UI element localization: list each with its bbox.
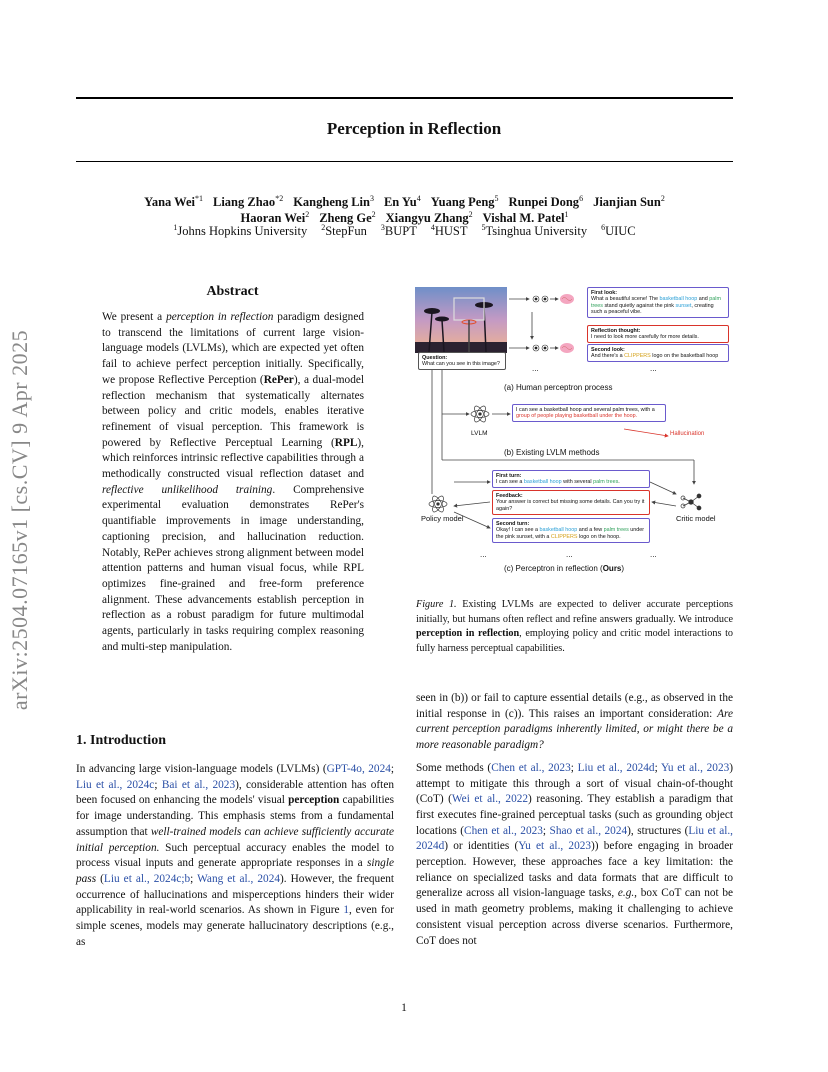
affiliation: $^4$HUST — [430, 223, 468, 239]
second-look-box: Second look: And there's a CLIPPERS logo on the basketball hoop — [587, 344, 729, 362]
policy-model-label: Policy model — [421, 514, 464, 523]
section-heading-introduction: 1. Introduction — [76, 733, 166, 748]
author-name: Vishal M. Patel$^1$ — [482, 210, 569, 226]
brain-icon — [560, 294, 574, 304]
caption-c: (c) Perceptron in reflection (Ours) — [504, 564, 625, 573]
first-look-box: First look: What a beautiful scene! The basketball hoop and palm trees stand quietly against the pink sunset, creating such a peaceful vibe. — [587, 287, 729, 318]
second-turn-box: Second turn: Okay! I can see a basketball hoop and a few palm trees under the pink sunset, with a CLIPPERS logo on the hoop. — [492, 518, 650, 543]
atom-icon — [471, 404, 489, 423]
affiliations — [76, 223, 733, 239]
affiliation: $^2$StepFun — [321, 223, 367, 239]
author-name: Runpei Dong$^6$ — [508, 194, 584, 210]
dots-a2: ... — [650, 364, 657, 373]
lvlm-output-box: I can see a basketball hoop and several palm trees, with a group of people playing basketball under the hoop. — [512, 404, 666, 422]
author-name: En Yu$^4$ — [383, 194, 421, 210]
critic-model-label: Critic model — [676, 514, 716, 523]
affiliation: $^6$UIUC — [601, 223, 636, 239]
figure-1-caption: Figure 1. Existing LVLMs are expected to deliver accurate perceptions initially, but humans often reflect and refine answers gradually. We introduce perception in reflection, employing policy and critic model interactions to fully harness perceptual capabilities. — [416, 599, 733, 654]
author-name: Xiangyu Zhang$^2$ — [385, 210, 473, 226]
author-name: Kangheng Lin$^3$ — [293, 194, 374, 210]
hallucination-label: Hallucination — [670, 431, 705, 437]
figure-1 — [414, 284, 734, 584]
paper-title: Perception in Reflection — [326, 119, 502, 138]
dots-a: ... — [532, 364, 539, 373]
dots-c3: ... — [650, 550, 657, 559]
first-turn-box: First turn: I can see a basketball hoop with several palm trees. — [492, 470, 650, 488]
caption-a: (a) Human perceptron process — [504, 383, 613, 392]
affiliation: $^1$Johns Hopkins University — [173, 223, 308, 239]
title-top-rule — [76, 97, 733, 99]
eyes-icon — [533, 296, 548, 302]
abstract-heading: Abstract — [206, 284, 259, 299]
author-name: Liang Zhao$^{*2}$ — [213, 194, 284, 210]
question-box: Question: What can you see in this image? — [418, 352, 506, 370]
affiliation: $^3$BUPT — [380, 223, 417, 239]
caption-b: (b) Existing LVLM methods — [504, 448, 600, 457]
introduction-text-right: seen in (b)) or fail to capture essential details (e.g., as observed in the initial response in (c)). This raises an important consideration: Are current perception paradigms inherently limited, or might there be a more reasonable paradigm? Some methods (Chen et al., 2023; Liu et al., 2024d; Yu et al., 2023) attempt to mitigate this through a sort of visual chain-of-thought (CoT) (Wei et al., 2022) reasoning. They establish a paradigm that first executes fine-grained perceptual tasks (such as grounding object locations (Chen et al., 2023; Shao et al., 2024), structures (Liu et al., 2024d) or identities (Yu et al., 2023)) before engaging in broader perception. However, these approaches face a key limitation: the reliance on specialized tasks and data formats that are difficult to generalize across all vision-language tasks, e.g., box CoT can not be used in math geometry problems, making it challenging to achieve consistent visual perception across diverse scenarios. Furthermore, CoT does not — [416, 692, 734, 947]
abstract-text: We present a perception in reflection paradigm designed to transcend the limitations of current large vision-language models (LVLMs), which are expected yet often fail to achieve perfect perception initially. Specifically, we propose Reflective Perception (RePer), a dual-model reflection mechanism that systematically alternates between policy and critic models, enables iterative refinement of visual perception. This framework is powered by Reflective Perceptual Learning (RPL), which reinforces intrinsic reflective capabilities through a methodically constructed visual reflection dataset and reflective unlikelihood training. Comprehensive experimental evaluation demonstrates RePer's quantifiable improvements in image understanding, captioning precision, and hallucination reduction. Notably, RePer achieves strong alignment between model attention patterns and human visual focus, while RPL optimizes fine-grained and free-form preference alignment. These advancements establish perception in reflection as a robust paradigm for future multimodal agents, particularly in tasks requiring complex reasoning and multi-step manipulation. — [102, 311, 364, 653]
dots-c1: ... — [480, 550, 487, 559]
affiliation: $^5$Tsinghua University — [481, 223, 588, 239]
network-icon — [681, 494, 701, 510]
author-name: Yuang Peng$^5$ — [430, 194, 499, 210]
author-name: Zheng Ge$^2$ — [319, 210, 376, 226]
title-bottom-rule — [76, 161, 733, 162]
introduction-text-left: In advancing large vision-language models (LVLMs) (GPT-4o, 2024; Liu et al., 2024c; Bai et al., 2023), considerable attention has often been focused on enhancing the models' visual perception capabilities for image understanding. This emphasis stems from a fundamental assumption that well-trained models can achieve sufficiently accurate initial perception. Such perceptual accuracy enables the model to process visual inputs and generate appropriate responses in a single pass (Liu et al., 2024c;b; Wang et al., 2024). However, the frequent occurrence of hallucinations and misperceptions hinders their wider applicability in real-world scenarios. As shown in Figure 1, even for simple scenes, models may generate hallucinatory descriptions (e.g., as — [76, 763, 395, 948]
lvlm-label: LVLM — [471, 430, 488, 437]
author-name: Yana Wei$^{*1}$ — [144, 194, 203, 210]
author-name: Haoran Wei$^2$ — [240, 210, 310, 226]
feedback-box: Feedback: Your answer is correct but missing some details. Can you try it again? — [492, 490, 650, 515]
dots-c2: ... — [566, 550, 573, 559]
page-number: 1 — [401, 1002, 407, 1014]
reflection-thought-box: Reflection thought: I need to look more carefully for more details. — [587, 325, 729, 343]
author-name: Jianjian Sun$^2$ — [593, 194, 665, 210]
